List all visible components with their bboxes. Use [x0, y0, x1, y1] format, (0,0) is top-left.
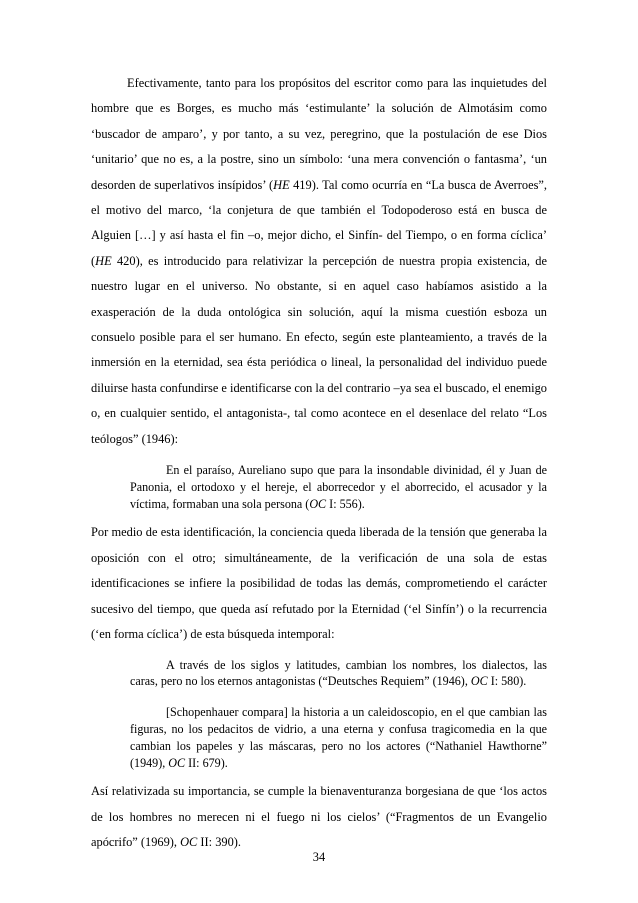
text-run: Por medio de esta identificación, la conciencia queda liberada de la tensión que generaba la oposición con el otro; simultáneamente, de la verificación de una sola de estas identificaciones se infiere la posibilidad de todas las demás, comprometiendo el carácter sucesivo del tiempo, que queda así refutado por la Eternidad (‘el Sinfín’) o la recurrencia (‘en forma cíclica’) de esta búsqueda intemporal:	[91, 525, 547, 642]
text-run: A través de los siglos y latitudes, cambian los nombres, los dialectos, las caras, pero no los eternos antagonistas (“Deutsches Requiem” (1946),	[130, 657, 547, 689]
body-text	[91, 71, 547, 856]
abbreviation-oc: OC	[309, 496, 327, 511]
text-run: II: 679).	[185, 755, 228, 770]
paragraph	[91, 520, 547, 647]
paragraph	[91, 71, 547, 452]
abbreviation-oc: OC	[168, 755, 186, 770]
abbreviation-he: HE	[95, 253, 112, 268]
abbreviation-oc: OC	[180, 835, 198, 850]
paragraph	[91, 779, 547, 855]
abbreviation-oc: OC	[470, 674, 488, 689]
text-run: I: 580).	[487, 674, 527, 689]
text-run: Efectivamente, tanto para los propósitos del escritor como para las inquietudes del hombre que es Borges, es mucho más ‘estimulante’ la solución de Almotásim como ‘buscador de amparo’, y por tanto, a su vez, peregrino, que la postulación de ese Dios ‘unitario’ que no es, a la postre, sino un símbolo: ‘una mera convención o fantasma’, ‘un desorden de superlativos insípidos’ (	[91, 76, 547, 192]
text-run: En el paraíso, Aureliano supo que para la insondable divinidad, él y Juan de Panonia, el ortodoxo y el hereje, el aborrecedor y el aborrecido, el acusador y la víctima, formaban una sola persona (	[130, 463, 547, 511]
abbreviation-he: HE	[273, 177, 290, 192]
text-run: 419). Tal como ocurría en “La busca de Averroes”, el motivo del marco, ‘la conjetura de que también el Todopoderoso está en busca de Alguien […] y así hasta el fin –o, mejor dicho, el Sinfín- del Tiempo, o en forma cíclica’ (	[91, 177, 548, 268]
text-run: [Schopenhauer compara] la historia a un caleidoscopio, en el que cambian las figuras, no los pedacitos de vidrio, a una eterna y confusa tragicomedia en la que cambian los papeles y las máscaras, pero no los actores (“Nathaniel Hawthorne” (1949),	[130, 705, 547, 770]
text-run: II: 390).	[197, 835, 242, 850]
page-number: 34	[312, 850, 326, 864]
text-run: I: 556).	[326, 496, 365, 511]
block-quote	[130, 704, 547, 771]
text-run: Así relativizada su importancia, se cumple la bienaventuranza borgesiana de que ‘los actos de los hombres no merecen ni el fuego ni los cielos’ (“Fragmentos de un Evangelio apócrifo” (1969),	[91, 784, 547, 850]
block-quote	[130, 462, 547, 512]
block-quote	[130, 657, 547, 691]
text-run: 420), es introducido para relativizar la percepción de nuestra propia existencia, de nuestro lugar en el universo. No obstante, si en aquel caso habíamos asistido a la exasperación de la duda ontológica sin solución, aquí la misma cuestión esboza un consuelo posible para el ser humano. En efecto, según este planteamiento, a través de la inmersión en la eternidad, sea ésta periódica o lineal, la personalidad del individuo puede diluirse hasta confundirse e identificarse con la del contrario –ya sea el buscado, el enemigo o, en cualquier sentido, el antagonista-, tal como acontece en el desenlace del relato “Los teólogos” (1946):	[91, 253, 547, 446]
